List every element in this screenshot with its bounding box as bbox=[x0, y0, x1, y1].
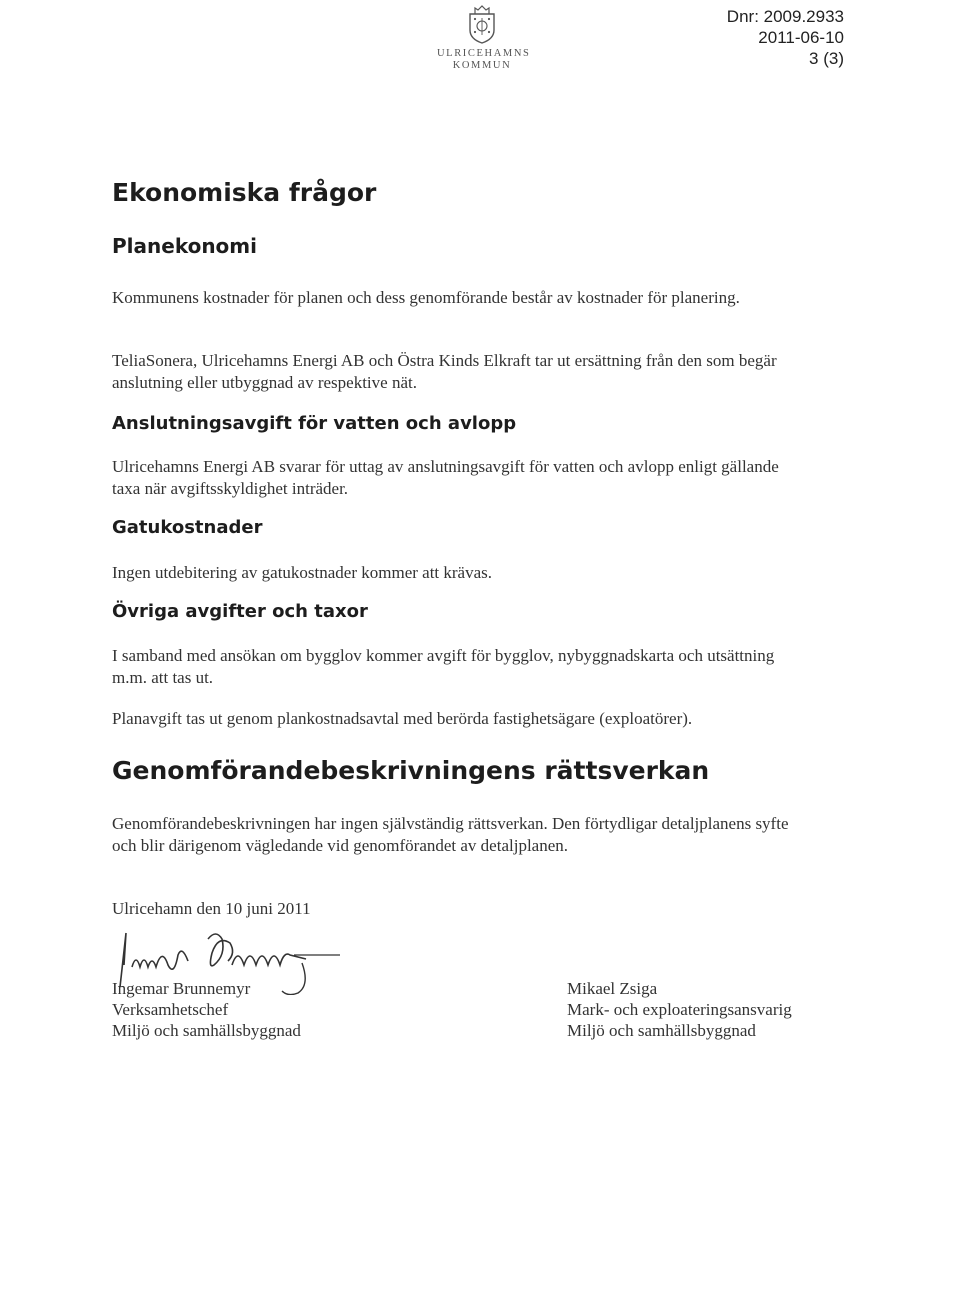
paragraph-ovriga-2: Planavgift tas ut genom plankostnadsavtal med berörda fastighetsägare (exploatörer). bbox=[112, 709, 693, 728]
heading-anslutningsavgift: Anslutningsavgift för vatten och avlopp bbox=[112, 413, 517, 434]
document-number: Dnr: 2009.2933 bbox=[726, 7, 844, 26]
paragraph-ovriga-1: I samband med ansökan om bygglov kommer avgift för bygglov, nybyggnadskarta och utsättning m.m. att tas ut. bbox=[112, 646, 775, 687]
page-number: 3 (3) bbox=[809, 49, 844, 68]
paragraph-anslutningsavgift: Ulricehamns Energi AB svarar för uttag av anslutningsavgift för vatten och avlopp enligt gällande taxa när avgiftsskyldighet inträder. bbox=[112, 457, 779, 498]
paragraph-planekonomi-2: TeliaSonera, Ulricehamns Energi AB och Östra Kinds Elkraft tar ut ersättning från den som begär anslutning eller utbyggnad av respektive nät. bbox=[112, 351, 777, 392]
document-meta bbox=[727, 6, 844, 69]
place-and-date: Ulricehamn den 10 juni 2011 bbox=[112, 899, 311, 918]
document-date: 2011-06-10 bbox=[758, 28, 844, 47]
signatory-right bbox=[567, 978, 792, 1041]
signatory-left-title: Verksamhetschef bbox=[112, 1000, 229, 1019]
heading-ovriga-avgifter: Övriga avgifter och taxor bbox=[112, 601, 368, 622]
signatory-left-department: Miljö och samhällsbyggnad bbox=[112, 1021, 301, 1040]
paragraph-genomforande: Genomförandebeskrivningen har ingen självständig rättsverkan. Den förtydligar detaljplanens syfte och blir därigenom vägledande vid genomförandet av detaljplanen. bbox=[112, 814, 789, 855]
signatory-left-name: Ingemar Brunnemyr bbox=[112, 979, 251, 998]
signatory-right-title: Mark- och exploateringsansvarig bbox=[567, 1000, 792, 1019]
municipality-name-line2: KOMMUN bbox=[452, 60, 512, 71]
signatory-left bbox=[112, 978, 301, 1041]
municipality-name-line1: ULRICEHAMNS bbox=[437, 48, 531, 59]
signatory-right-department: Miljö och samhällsbyggnad bbox=[567, 1021, 756, 1040]
heading-genomforandebeskrivning: Genomförandebeskrivningens rättsverkan bbox=[112, 756, 710, 785]
heading-ekonomiska-fragor: Ekonomiska frågor bbox=[112, 178, 377, 207]
paragraph-planekonomi-1: Kommunens kostnader för planen och dess genomförande består av kostnader för planering. bbox=[112, 288, 740, 307]
paragraph-gatukostnader: Ingen utdebitering av gatukostnader kommer att krävas. bbox=[112, 563, 493, 582]
municipality-logo bbox=[437, 4, 531, 72]
heading-planekonomi: Planekonomi bbox=[112, 234, 257, 258]
heading-gatukostnader: Gatukostnader bbox=[112, 517, 263, 538]
signatory-right-name: Mikael Zsiga bbox=[567, 979, 658, 998]
coat-of-arms-icon bbox=[467, 4, 497, 44]
